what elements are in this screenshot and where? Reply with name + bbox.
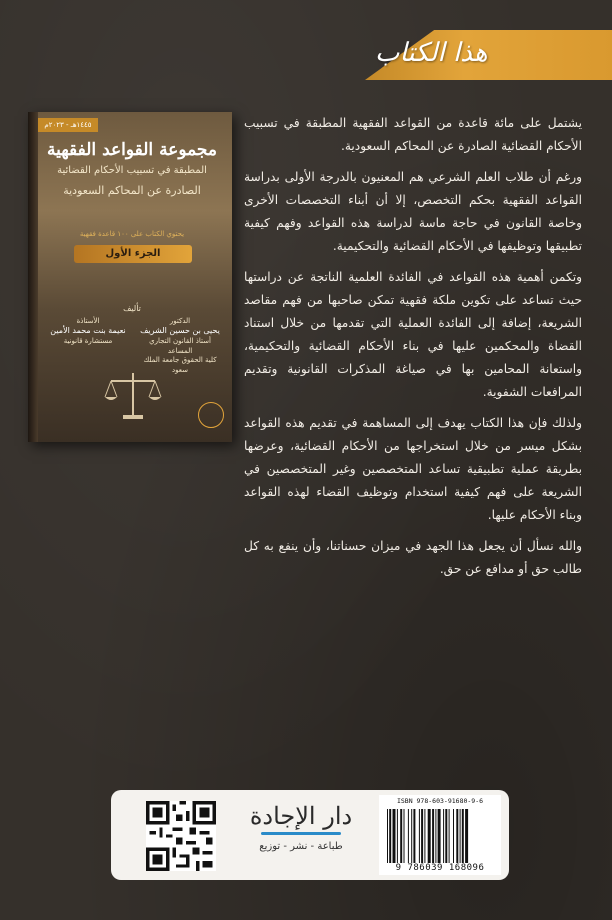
publisher-block	[241, 800, 361, 870]
description-text	[244, 112, 582, 589]
justice-scale-icon	[103, 367, 163, 422]
book-subtitle-1: المطبقة في تسبيب الأحكام القضائية	[57, 165, 207, 176]
publisher-logo-icon	[198, 402, 224, 428]
paragraph-4: ولذلك فإن هذا الكتاب يهدف إلى المساهمة في تقديم هذه القواعد بشكل ميسر من خلال استخراجها من الأحكام القضائية، وعرضها بطريقة عملية تطبيقية تساعد المتخصصين وغير المتخصصين في الشريعة على فهم كيفية استخدام وتوظيف القضاء لهذه القواعد وبناء الأحكام عليها.	[244, 416, 582, 522]
book-title: مجموعة القواعد الفقهية	[46, 140, 218, 160]
barcode-bars-icon	[387, 809, 495, 863]
isbn-digits: 9 786039 168096	[395, 863, 485, 873]
qr-code-icon	[146, 801, 216, 871]
author-2-name: نعيمة بنت محمد الأمين	[50, 326, 126, 336]
author-1-name: يحيى بن حسين الشريف	[140, 326, 220, 336]
author-1-title: الدكتور	[169, 317, 191, 325]
book-author-2	[44, 317, 132, 347]
isbn-label: ISBN 978-603-91680-9-6	[396, 797, 484, 805]
footer-panel	[111, 790, 509, 880]
book-authors-heading: تأليف	[123, 304, 141, 313]
book-edition-tag: ١٤٤٥هـ - ٢٠٢٣م	[38, 118, 98, 132]
section-title: هذا الكتاب	[375, 38, 488, 68]
header-banner	[365, 30, 612, 80]
author-1-role: أستاذ القانون التجاري المساعد	[149, 337, 211, 355]
book-cover-image	[28, 112, 232, 442]
author-2-title: الأستاذة	[76, 317, 100, 325]
barcode	[379, 795, 501, 875]
paragraph-2: ورغم أن طلاب العلم الشرعي هم المعنيون بالدرجة الأولى بدراسة القواعد الفقهية بحكم التخصص، إلا أن أبناء التخصصات الأخرى وخاصة القانون في حاجة ماسة لدراسة هذه القواعد وفهم كيفية تطبيقها وتوظيفها في الأحكام القضائية والتحكيمية.	[244, 170, 582, 253]
publisher-tagline: طباعة - نشر - توزيع	[259, 841, 343, 852]
paragraph-3: وتكمن أهمية هذه القواعد في الفائدة العلمية الناتجة عن دراستها حيث تساعد على تكوين ملكة فقهية تمكن صاحبها من فهم مقاصد الشريعة، إضافة إلى الفائدة العملية التي تقدمها من خلال استناد القضاة والمحكمين عليها في بناء الأحكام القضائية والتحكيمية، واستعانة المحامين بها في صياغة المذكرات القانونية وتقديم المرافعات الشفوية.	[244, 270, 582, 399]
author-2-role: مستشارة قانونية	[63, 337, 113, 346]
author-1-org: كلية الحقوق جامعة الملك سعود	[143, 356, 217, 374]
book-subtitle-2: الصادرة عن المحاكم السعودية	[63, 184, 201, 197]
publisher-name: دار الإجادة	[249, 802, 353, 830]
book-note: يحتوي الكتاب على ١٠٠ قاعدة فقهية	[79, 230, 185, 238]
publisher-underline	[261, 832, 341, 835]
paragraph-1: يشتمل على مائة قاعدة من القواعد الفقهية المطبقة في تسبيب الأحكام القضائية الصادرة عن المحاكم السعودية.	[244, 116, 582, 153]
book-part-label: الجزء الأول	[74, 245, 192, 263]
paragraph-5: والله نسأل أن يجعل هذا الجهد في ميزان حسناتنا، وأن ينفع به كل طالب حق أو مدافع عن حق.	[244, 539, 582, 576]
book-spine	[28, 112, 38, 442]
